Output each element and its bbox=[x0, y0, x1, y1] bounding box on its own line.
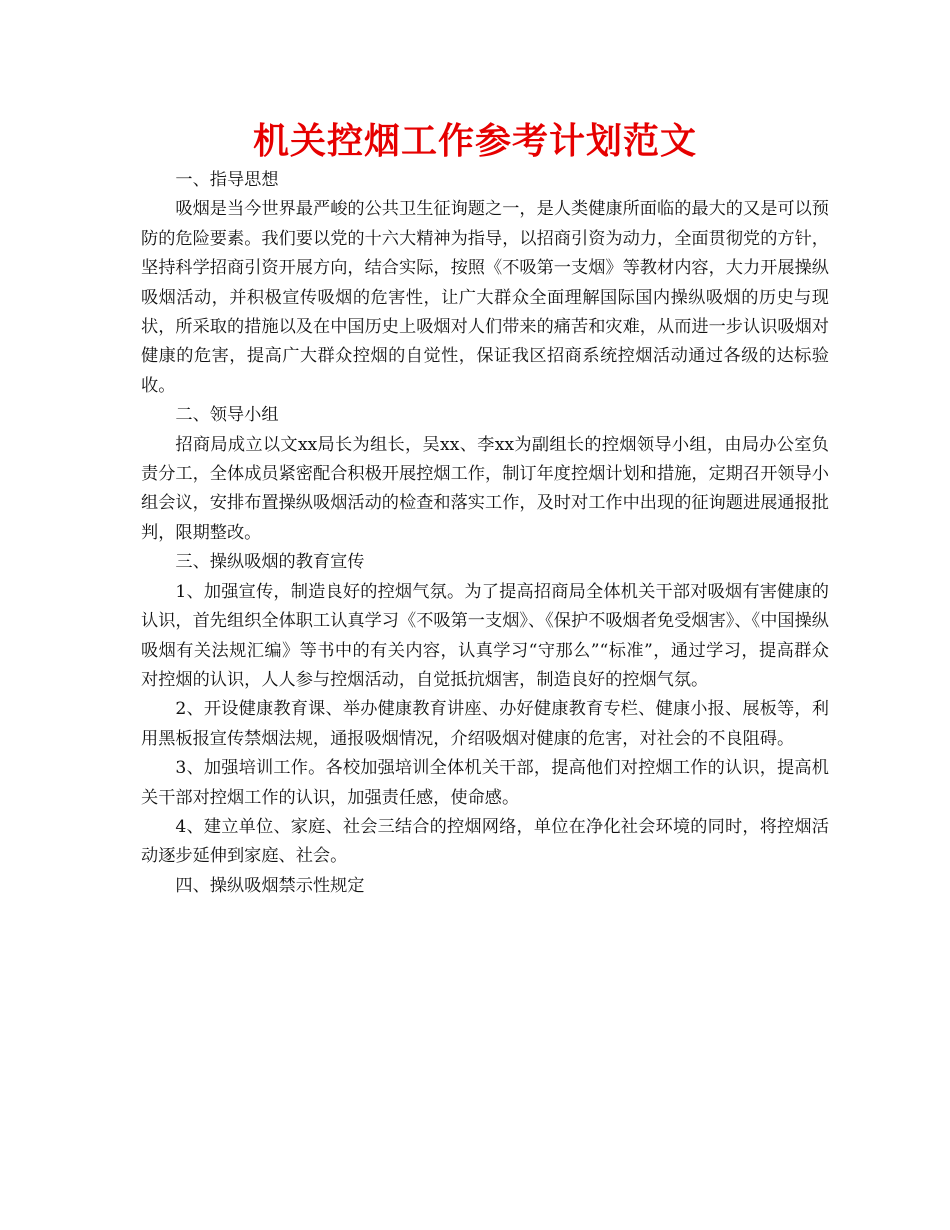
section-heading: 四、操纵吸烟禁示性规定 bbox=[175, 875, 365, 896]
paragraph: 2、开设健康教育课、举办健康教育讲座、办好健康教育专栏、健康小报、展板等，利用黑板报宣传禁烟法规，通报吸烟情况，介绍吸烟对健康的危害，对社会的不良阻碍。 bbox=[141, 699, 829, 749]
section-heading: 二、领导小组 bbox=[175, 405, 279, 426]
section-heading: 三、操纵吸烟的教育宣传 bbox=[175, 552, 365, 573]
paragraph: 吸烟是当今世界最严峻的公共卫生征询题之一，是人类健康所面临的最大的又是可以预防的危险要素。我们要以党的十六大精神为指导，以招商引资为动力，全面贯彻党的方针，坚持科学招商引资开展方向，结合实际，按照《不吸第一支烟》等教材内容，大力开展操纵吸烟活动，并积极宣传吸烟的危害性，让广大群众全面理解国际国内操纵吸烟的历史与现状，所采取的措施以及在中国历史上吸烟对人们带来的痛苦和灾难，从而进一步认识吸烟对健康的危害，提高广大群众控烟的自觉性，保证我区招商系统控烟活动通过各级的达标验收。 bbox=[141, 199, 829, 396]
paragraph: 1、加强宣传，制造良好的控烟气氛。为了提高招商局全体机关干部对吸烟有害健康的认识，首先组织全体职工认真学习《不吸第一支烟》、《保护不吸烟者免受烟害》、《中国操纵吸烟有关法规汇编》等书中的有关内容，认真学习“守那么”“标准”，通过学习，提高群众对控烟的认识，人人参与控烟活动，自觉抵抗烟害，制造良好的控烟气氛。 bbox=[141, 581, 829, 690]
paragraph: 4、建立单位、家庭、社会三结合的控烟网络，单位在净化社会环境的同时，将控烟活动逐步延伸到家庭、社会。 bbox=[141, 816, 829, 867]
document-title: 机关控烟工作参考计划范文 bbox=[252, 121, 697, 162]
paragraph: 3、加强培训工作。各校加强培训全体机关干部，提高他们对控烟工作的认识，提高机关干部对控烟工作的认识，加强责任感，使命感。 bbox=[141, 758, 829, 808]
paragraph: 招商局成立以文xx局长为组长，吴xx、李xx为副组长的控烟领导小组，由局办公室负责分工，全体成员紧密配合积极开展控烟工作，制订年度控烟计划和措施，定期召开领导小组会议，安排布置操纵吸烟活动的检查和落实工作，及时对工作中出现的征询题进展通报批判，限期整改。 bbox=[141, 434, 829, 543]
section-heading: 一、指导思想 bbox=[175, 170, 279, 190]
document-body bbox=[141, 166, 829, 901]
